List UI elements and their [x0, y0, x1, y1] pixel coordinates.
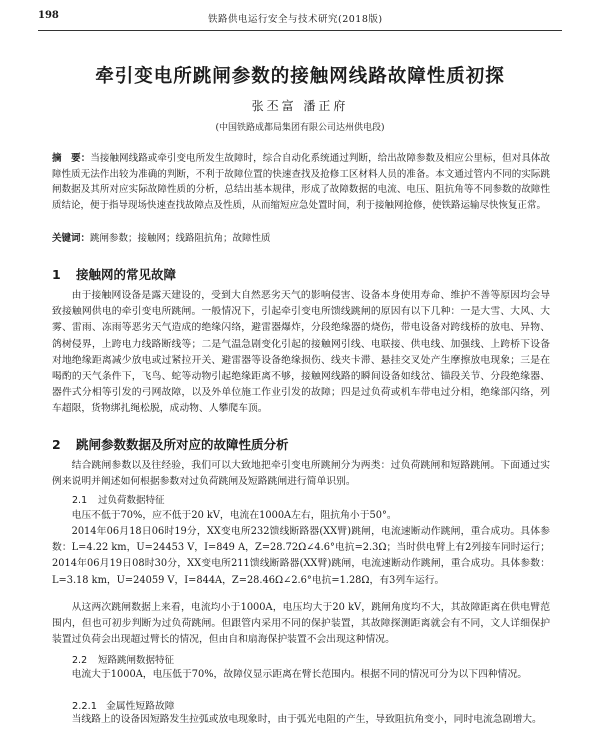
- author-affiliation: (中国铁路成都局集团有限公司达州供电段): [215, 123, 385, 133]
- abstract: [52, 151, 550, 213]
- keywords-text: 跳闸参数；接触网；线路阻抗角；故障性质: [90, 233, 271, 244]
- subsection-2-1-number: 2.1: [72, 495, 88, 506]
- subsection-2-2-title: 短路跳闸数据特征: [98, 655, 175, 666]
- section-2-number: 2: [52, 437, 61, 452]
- subsection-2-2-heading: [72, 652, 174, 666]
- paper-title: 牵引变电所跳闸参数的接触网线路故障性质初探: [95, 66, 505, 87]
- abstract-label: 摘 要：: [52, 153, 91, 164]
- section-2-title: 跳闸参数数据及所对应的故障性质分析: [76, 437, 289, 452]
- subsection-2-1-heading: [72, 492, 165, 506]
- section-1-title: 接触网的常见故障: [76, 267, 177, 282]
- page-number: 198: [38, 10, 59, 21]
- subsection-2-1-para-2: 2014年06月18日06时19分，XX变电所232馈线断路器(XX臂)跳闸，电流速断动作跳闸，重合成功。具体参数：L=4.22 km，U=24453 V，I=849 A，Z=28.72Ω∠4.6°电抗=2.3Ω；当时供电臂上有2列接车同时运行；2014年06月19日08时30分，XX变电所211馈线断路器(XX臂)跳闸，电流速断动作跳闸，重合成功。具体参数：L=3.18 km，U=24059 V，I=844A，Z=28.46Ω∠2.6°电抗=1.28Ω，有3列车运行。: [52, 526, 550, 586]
- subsection-2-1-para-1: 电压不低于70%，应不低于20 kV，电流在1000A左右，阻抗角小于50°。: [71, 510, 397, 521]
- section-1-number: 1: [52, 267, 61, 282]
- journal-title: 铁路供电运行安全与技术研究(2018版): [208, 14, 383, 25]
- section-2-intro: 结合跳闸参数以及往经验，我们可以大致地把牵引变电所跳闸分为两类：过负荷跳闸和短路跳闸。下面通过实例来说明并阐述如何根据参数对过负荷跳闸及短路跳闸进行简单识别。: [52, 460, 550, 488]
- subsection-2-2-1-number: 2.2.1: [72, 701, 97, 712]
- paper-authors: 张丕富 潘正府: [251, 99, 349, 113]
- subsection-2-2-1-title: 金属性短路故障: [106, 701, 175, 712]
- subsection-2-1-title: 过负荷数据特征: [98, 495, 165, 506]
- keywords: [52, 231, 550, 246]
- page-header: [38, 10, 562, 28]
- subsection-2-1-para-3: 从这两次跳闸数据上来看，电流均小于1000A，电压均大于20 kV，跳闸角度均不大，其故障距离在供电臂范围内，但也可初步判断为过负荷跳闸。但跟管内采用不同的保护装置，其故障探测距离就会有不同，文人详细保护装置过负荷会出现超过臂长的情况，但由自和扇海保护装置不会出现这种情况。: [52, 602, 550, 646]
- subsection-2-2-1-heading: [72, 698, 175, 712]
- header-divider: [38, 30, 562, 31]
- section-1-paragraph: 由于接触网设备是露天建设的，受到大自然恶劣天气的影响侵害、设备本身使用寿命、维护不善等原因均会导致接触网供电的牵引变电所跳闸。一般情况下，引起牵引变电所馈线跳闸的原因有以下几种：一是大雪、大风、大雾、雷雨、冻雨等恶劣天气造成的绝缘闪络，避雷器爆炸，分段绝缘器的烧伤，带电设备对跨线桥的放电、异物、鸽树侵界，上跨电力线路断线等；二是气温急剧变化引起的接触网引线、电联接、供电线、加强线、上跨桥下设备对地绝缘距离减少放电或过紧拉开关、避雷器等设备绝缘损伤、线夹卡滞、悬挂交叉处产生摩擦放电现象；三是在喝酌的天气条件下，飞鸟、蛇等动物引起绝缘距离不够，接触网线路的瞬间设备如线岔、锚段关节、分段绝缘器、器件式分相等引发的弓网故障，以及外单位施工作业引发的故障；四是过负荷或机车带电过分相，绝缘部闪络，列车超限，货物绑扎绳松脱，成动物、人攀爬车顶。: [52, 290, 550, 415]
- keywords-label: 关键词：: [52, 233, 91, 244]
- subsection-2-2-number: 2.2: [72, 655, 88, 666]
- abstract-text: 当接触网线路或牵引变电所发生故障时，综合自动化系统通过判断，给出故障参数及相应公里标，但对具体故障性质无法作出较为准确的判断，不利于故障位置的快速查找及抢修工区材料人员的准备。本文通过管内不同的实际跳闸数据及其所对应实际故障性质的分析，总结出基本规律，形成了故障数据的电流、电压、阻抗角等不同参数的故障性质结论，便于指导现场快速查找故障点及性质，从而缩短应急处置时间，利于接触网抢修，使铁路运输尽快恢复正常。: [52, 153, 550, 211]
- subsection-2-2-1-para-1: 当线路上的设备因短路发生拉弧或放电现象时，由于弧光电阻的产生，导致阻抗角变小，同时电流急剧增大。: [71, 714, 542, 725]
- section-2-heading: [52, 435, 289, 453]
- subsection-2-2-para-1: 电流大于1000A，电压低于70%，故障仪显示距离在臂长范围内。根据不同的情况可分为以下四种情况。: [71, 669, 528, 680]
- section-1-heading: [52, 265, 176, 283]
